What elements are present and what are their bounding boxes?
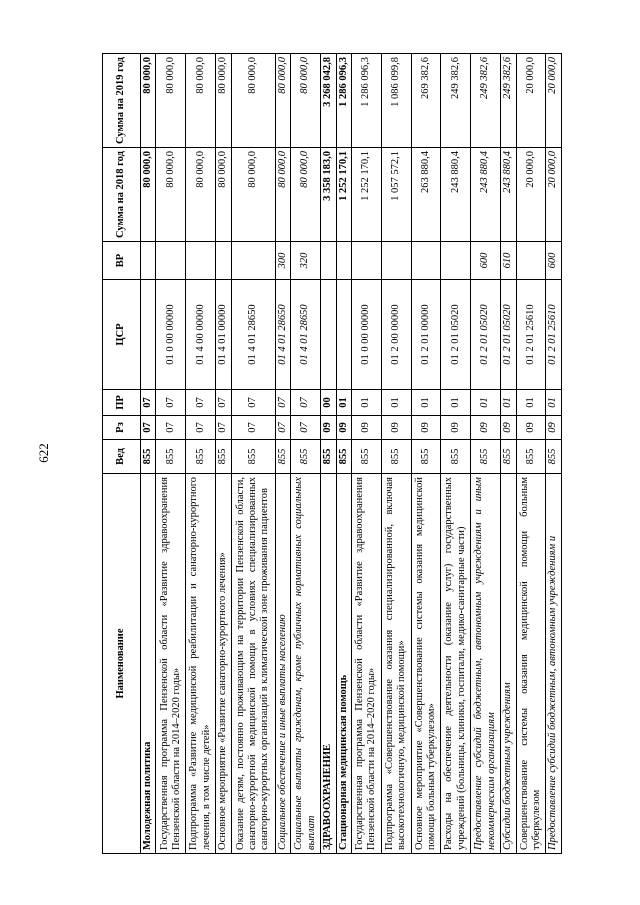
cell-rz: 07 [275, 416, 290, 440]
cell-pr: 01 [471, 390, 501, 416]
cell-sum2019: 80 000,0 [141, 54, 156, 148]
cell-vr: 600 [471, 242, 501, 280]
cell-sum2019: 249 382,6 [471, 54, 501, 148]
cell-csr [321, 280, 336, 390]
cell-vr [141, 242, 156, 280]
cell-pr: 07 [216, 390, 231, 416]
cell-csr: 01 2 00 00000 [381, 280, 411, 390]
cell-csr: 01 0 00 00000 [156, 280, 186, 390]
header-sum-2019: Сумма на 2019 год [103, 54, 141, 148]
cell-rz: 09 [471, 416, 501, 440]
header-vr: ВР [103, 242, 141, 280]
cell-vr [411, 242, 441, 280]
cell-rz: 09 [501, 416, 516, 440]
cell-sum2018: 80 000,0 [231, 148, 275, 242]
cell-name: Молодежная политика [141, 474, 156, 854]
budget-table [102, 53, 562, 854]
cell-sum2018: 243 880,4 [441, 148, 471, 242]
cell-rz: 09 [321, 416, 336, 440]
table-header-row [103, 54, 141, 854]
cell-csr: 01 4 01 28650 [275, 280, 290, 390]
cell-sum2019: 20 000,0 [516, 54, 546, 148]
cell-csr: 01 4 01 28650 [231, 280, 275, 390]
cell-sum2019: 3 268 042,8 [321, 54, 336, 148]
cell-rz: 09 [546, 416, 562, 440]
cell-rz: 09 [336, 416, 351, 440]
cell-sum2018: 263 880,4 [411, 148, 441, 242]
cell-vr [156, 242, 186, 280]
cell-pr: 07 [156, 390, 186, 416]
cell-ved: 855 [501, 440, 516, 474]
cell-sum2019: 1 086 099,8 [381, 54, 411, 148]
cell-csr: 01 2 01 05020 [501, 280, 516, 390]
cell-rz: 09 [441, 416, 471, 440]
cell-vr [381, 242, 411, 280]
cell-csr: 01 2 01 05020 [441, 280, 471, 390]
cell-sum2019: 80 000,0 [216, 54, 231, 148]
cell-ved: 855 [516, 440, 546, 474]
cell-name: Предоставление субсидий бюджетным, автономным учреждениям и [546, 474, 562, 854]
cell-sum2018: 80 000,0 [291, 148, 321, 242]
cell-vr [352, 242, 382, 280]
cell-csr: 01 2 01 00000 [411, 280, 441, 390]
cell-vr: 600 [546, 242, 562, 280]
cell-sum2018: 3 358 183,0 [321, 148, 336, 242]
cell-vr [516, 242, 546, 280]
cell-vr [441, 242, 471, 280]
table-row [471, 54, 501, 854]
cell-pr: 01 [516, 390, 546, 416]
cell-ved: 855 [336, 440, 351, 474]
table-row [411, 54, 441, 854]
cell-vr [231, 242, 275, 280]
page-number: 622 [36, 443, 51, 463]
cell-sum2018: 1 252 170,1 [336, 148, 351, 242]
cell-ved: 855 [231, 440, 275, 474]
table-row [516, 54, 546, 854]
cell-rz: 07 [231, 416, 275, 440]
cell-vr: 300 [275, 242, 290, 280]
cell-name: Социальные выплаты гражданам, кроме публичных нормативных социальных выплат [291, 474, 321, 854]
cell-sum2018: 80 000,0 [216, 148, 231, 242]
table-row [186, 54, 216, 854]
cell-sum2018: 80 000,0 [156, 148, 186, 242]
cell-pr: 01 [546, 390, 562, 416]
cell-vr: 610 [501, 242, 516, 280]
cell-rz: 07 [141, 416, 156, 440]
cell-ved: 855 [321, 440, 336, 474]
cell-csr: 01 0 00 00000 [352, 280, 382, 390]
header-sum-2018: Сумма на 2018 год [103, 148, 141, 242]
table-row [441, 54, 471, 854]
header-pr: ПР [103, 390, 141, 416]
cell-sum2019: 80 000,0 [231, 54, 275, 148]
cell-sum2018: 20 000,0 [546, 148, 562, 242]
table-row [156, 54, 186, 854]
cell-name: Государственная программа Пензенской области «Развитие здравоохранения Пензенской области на 2014–2020 годы» [156, 474, 186, 854]
cell-pr: 01 [501, 390, 516, 416]
cell-sum2018: 80 000,0 [186, 148, 216, 242]
cell-rz: 07 [156, 416, 186, 440]
cell-ved: 855 [441, 440, 471, 474]
cell-csr [336, 280, 351, 390]
cell-pr: 01 [381, 390, 411, 416]
table-row [141, 54, 156, 854]
cell-name: Субсидии бюджетным учреждениям [501, 474, 516, 854]
cell-sum2019: 80 000,0 [156, 54, 186, 148]
cell-pr: 00 [321, 390, 336, 416]
cell-pr: 01 [336, 390, 351, 416]
cell-pr: 01 [441, 390, 471, 416]
cell-rz: 07 [291, 416, 321, 440]
cell-ved: 855 [381, 440, 411, 474]
cell-ved: 855 [141, 440, 156, 474]
cell-pr: 07 [141, 390, 156, 416]
cell-sum2018: 80 000,0 [141, 148, 156, 242]
cell-name: Стационарная медицинская помощь [336, 474, 351, 854]
cell-name: Расходы на обеспечение деятельности (оказание услуг) государственных учреждений (больницы, клиники, госпитали, медико-санитарные части) [441, 474, 471, 854]
cell-sum2018: 20 000,0 [516, 148, 546, 242]
cell-sum2019: 20 000,0 [546, 54, 562, 148]
cell-name: Основное мероприятие «Совершенствование системы оказания медицинской помощи больным туберкулезом» [411, 474, 441, 854]
cell-sum2018: 1 252 170,1 [352, 148, 382, 242]
cell-sum2019: 249 382,6 [501, 54, 516, 148]
cell-name: Основное мероприятие «Развитие санаторно-курортного лечения» [216, 474, 231, 854]
header-csr: ЦСР [103, 280, 141, 390]
header-ved: Вед [103, 440, 141, 474]
cell-ved: 855 [471, 440, 501, 474]
cell-sum2018: 80 000,0 [275, 148, 290, 242]
cell-pr: 07 [275, 390, 290, 416]
cell-vr [336, 242, 351, 280]
cell-rz: 09 [352, 416, 382, 440]
table-row [336, 54, 351, 854]
cell-name: Предоставление субсидий бюджетным, автономным учреждениям и иным некоммерческим организациям [471, 474, 501, 854]
cell-ved: 855 [156, 440, 186, 474]
cell-name: Совершенствование системы оказания медицинской помощи больным туберкулезом [516, 474, 546, 854]
cell-sum2019: 1 286 096,3 [336, 54, 351, 148]
cell-rz: 09 [411, 416, 441, 440]
cell-sum2018: 243 880,4 [471, 148, 501, 242]
cell-rz: 09 [381, 416, 411, 440]
header-name: Наименование [103, 474, 141, 854]
table-row [381, 54, 411, 854]
table-row [546, 54, 562, 854]
table-row [501, 54, 516, 854]
table-row [216, 54, 231, 854]
cell-ved: 855 [275, 440, 290, 474]
table-body [141, 54, 562, 854]
cell-sum2018: 1 057 572,1 [381, 148, 411, 242]
cell-vr [186, 242, 216, 280]
cell-rz: 09 [516, 416, 546, 440]
cell-ved: 855 [216, 440, 231, 474]
cell-pr: 07 [186, 390, 216, 416]
table-row [352, 54, 382, 854]
table-row [291, 54, 321, 854]
cell-name: ЗДРАВООХРАНЕНИЕ [321, 474, 336, 854]
cell-pr: 01 [411, 390, 441, 416]
cell-ved: 855 [186, 440, 216, 474]
cell-csr: 01 4 01 00000 [216, 280, 231, 390]
cell-csr: 01 2 01 25610 [516, 280, 546, 390]
cell-sum2019: 1 286 096,3 [352, 54, 382, 148]
cell-sum2019: 269 382,6 [411, 54, 441, 148]
cell-name: Подпрограмма «Развитие медицинской реабилитации и санаторно-курортного лечения, в том числе детей» [186, 474, 216, 854]
cell-ved: 855 [291, 440, 321, 474]
cell-vr [321, 242, 336, 280]
budget-table-container [102, 54, 562, 854]
table-row [231, 54, 275, 854]
cell-rz: 07 [186, 416, 216, 440]
cell-sum2019: 80 000,0 [186, 54, 216, 148]
cell-sum2019: 249 382,6 [441, 54, 471, 148]
cell-sum2019: 80 000,0 [291, 54, 321, 148]
cell-csr: 01 2 01 25610 [546, 280, 562, 390]
cell-csr: 01 2 01 05020 [471, 280, 501, 390]
header-rz: Рз [103, 416, 141, 440]
cell-sum2018: 243 880,4 [501, 148, 516, 242]
cell-pr: 07 [231, 390, 275, 416]
cell-ved: 855 [411, 440, 441, 474]
cell-name: Подпрограмма «Совершенствование оказания специализированной, включая высокотехнологичную, медицинской помощи» [381, 474, 411, 854]
cell-csr [141, 280, 156, 390]
table-row [321, 54, 336, 854]
table-row [275, 54, 290, 854]
cell-ved: 855 [546, 440, 562, 474]
cell-name: Оказание детям, постоянно проживающим на территории Пензенской области, санаторно-курортной медицинской помощи в условиях специализированных санаторно-курортных организаций в климатической зоне проживания пациентов [231, 474, 275, 854]
cell-csr: 01 4 00 00000 [186, 280, 216, 390]
cell-csr: 01 4 01 28650 [291, 280, 321, 390]
cell-name: Социальное обеспечение и иные выплаты населению [275, 474, 290, 854]
cell-rz: 07 [216, 416, 231, 440]
cell-pr: 07 [291, 390, 321, 416]
cell-sum2019: 80 000,0 [275, 54, 290, 148]
cell-name: Государственная программа Пензенской области «Развитие здравоохранения Пензенской области на 2014–2020 годы» [352, 474, 382, 854]
cell-vr [216, 242, 231, 280]
cell-vr: 320 [291, 242, 321, 280]
cell-pr: 01 [352, 390, 382, 416]
cell-ved: 855 [352, 440, 382, 474]
